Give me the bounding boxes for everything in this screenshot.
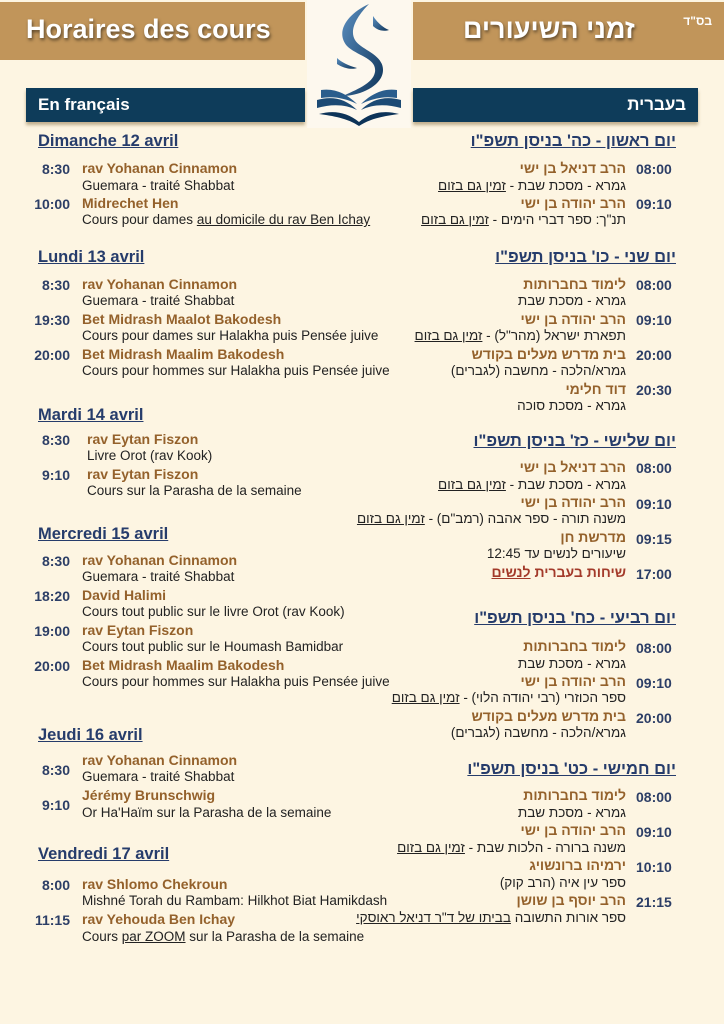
course-teacher-text: שיחות בעברית xyxy=(530,564,626,580)
course-description: Guemara - traité Shabbat xyxy=(82,178,235,193)
course-teacher: הרב יהודה בן ישי xyxy=(520,195,626,211)
day-heading-fr: Jeudi 16 avril xyxy=(38,726,143,744)
course-description: ספר עין איה (הרב קוק) xyxy=(499,875,626,890)
course-time: 20:00 xyxy=(34,347,70,363)
course-time: 08:00 xyxy=(636,789,672,805)
course-description-text: גמרא - מסכת שבת - xyxy=(505,178,626,193)
course-description: Cours sur la Parasha de la semaine xyxy=(87,483,302,498)
course-time: 10:00 xyxy=(34,196,70,212)
course-time: 8:30 xyxy=(41,277,70,293)
course-description-text: sur la Parasha de la semaine xyxy=(185,929,365,944)
course-description xyxy=(356,910,626,925)
course-description xyxy=(415,328,626,343)
course-time: 17:00 xyxy=(636,566,672,582)
women-link[interactable]: לנשים xyxy=(491,564,531,580)
course-teacher: Bet Midrash Maalot Bakodesh xyxy=(82,311,282,327)
course-description-text: גמרא - מסכת שבת - xyxy=(505,477,626,492)
location-link[interactable]: בביתו של ד"ר דניאל ראוסקי xyxy=(356,910,511,925)
day-heading-fr: Mardi 14 avril xyxy=(38,406,144,424)
course-description xyxy=(82,929,364,944)
zoom-available-link[interactable]: זמין גם בזום xyxy=(438,178,506,193)
course-time: 09:10 xyxy=(636,196,672,212)
day-heading-he: יום שני - כו' בניסן תשפ"ו xyxy=(495,248,676,266)
course-time: 8:30 xyxy=(41,161,70,177)
day-heading-fr: Vendredi 17 avril xyxy=(38,845,170,863)
day-heading-he: יום שלישי - כז' בניסן תשפ"ו xyxy=(473,432,676,450)
zoom-available-link[interactable]: זמין גם בזום xyxy=(421,212,489,227)
course-description xyxy=(438,178,626,193)
course-time: 10:10 xyxy=(636,859,672,875)
course-description-text: משנה תורה - ספר אהבה (רמב"ם) - xyxy=(424,511,626,526)
day-heading-fr: Lundi 13 avril xyxy=(38,248,145,266)
course-description: שיעורים לנשים עד 12:45 xyxy=(486,546,626,561)
course-description-text: ספר אורות התשובה xyxy=(510,910,626,925)
course-description: גמרא - מסכת סוכה xyxy=(517,398,626,413)
course-description: גמרא - מסכת שבת xyxy=(517,293,626,308)
bsd-mark: בס"ד xyxy=(683,14,712,28)
course-time: 20:00 xyxy=(636,347,672,363)
course-teacher: rav Yohanan Cinnamon xyxy=(82,752,238,768)
course-teacher: הרב דניאל בן ישי xyxy=(519,160,626,176)
course-teacher: מדרשת חן xyxy=(560,529,626,545)
zoom-available-link[interactable]: זמין גם בזום xyxy=(438,477,506,492)
course-time: 21:15 xyxy=(636,894,672,910)
course-description xyxy=(392,690,626,705)
day-heading-he: יום רביעי - כח' בניסן תשפ"ו xyxy=(474,609,676,627)
open-book-shin-logo-icon xyxy=(307,0,411,128)
section-label-french: En français xyxy=(38,95,130,114)
course-teacher: הרב יהודה בן ישי xyxy=(520,822,626,838)
course-description: Cours tout public sur le livre Orot (rav Kook) xyxy=(82,604,345,619)
course-teacher: בית מדרש מעלים בקודש xyxy=(471,708,626,724)
course-teacher: rav Yohanan Cinnamon xyxy=(82,160,238,176)
course-teacher: rav Eytan Fiszon xyxy=(87,466,199,482)
course-description: Cours pour dames sur Halakha puis Pensée juive xyxy=(82,328,379,343)
course-time: 8:30 xyxy=(41,553,70,569)
course-description: גמרא/הלכה - מחשבה (לגברים) xyxy=(450,725,626,740)
course-time: 08:00 xyxy=(636,640,672,656)
course-teacher: David Halimi xyxy=(82,587,167,603)
course-time: 08:00 xyxy=(636,161,672,177)
course-description: Guemara - traité Shabbat xyxy=(82,769,235,784)
header-banner-fr xyxy=(0,2,305,60)
course-description-text: תפארת ישראל (מהר"ל) - xyxy=(482,328,626,343)
course-teacher: rav Yehouda Ben Ichay xyxy=(82,911,236,927)
course-teacher: הרב יוסף בן שושן xyxy=(516,892,626,908)
zoom-available-link[interactable]: זמין גם בזום xyxy=(397,840,465,855)
day-heading-he: יום חמישי - כט' בניסן תשפ"ו xyxy=(467,760,676,778)
course-time: 19:30 xyxy=(34,312,70,328)
course-teacher: הרב יהודה בן ישי xyxy=(520,311,626,327)
course-teacher xyxy=(492,564,627,580)
course-time: 09:10 xyxy=(636,496,672,512)
course-time: 20:00 xyxy=(34,658,70,674)
course-time: 20:00 xyxy=(636,710,672,726)
course-time: 11:15 xyxy=(34,912,70,928)
zoom-available-link[interactable]: זמין גם בזום xyxy=(391,690,460,705)
course-teacher: Jérémy Brunschwig xyxy=(82,787,216,803)
day-heading-fr: Dimanche 12 avril xyxy=(38,132,179,150)
course-description-text: Cours pour dames xyxy=(82,212,197,227)
course-description: Guemara - traité Shabbat xyxy=(82,569,235,584)
course-teacher: בית מדרש מעלים בקודש xyxy=(471,346,626,362)
course-time: 09:15 xyxy=(636,531,672,547)
course-time: 09:10 xyxy=(636,675,672,691)
course-description xyxy=(421,212,626,227)
logo xyxy=(307,0,411,128)
course-description-text: תנ"ך: ספר דברי הימים - xyxy=(488,212,626,227)
course-time: 08:00 xyxy=(636,460,672,476)
course-time: 20:30 xyxy=(636,382,672,398)
course-time: 08:00 xyxy=(636,277,672,293)
course-teacher: Midrechet Hen xyxy=(82,195,179,211)
course-description: גמרא - מסכת שבת xyxy=(517,805,626,820)
course-teacher: rav Eytan Fiszon xyxy=(82,622,194,638)
course-time: 8:30 xyxy=(41,762,70,778)
course-description-text: ספר הכוזרי (רבי יהודה הלוי) - xyxy=(459,690,626,705)
course-time: 18:20 xyxy=(34,588,70,604)
header-banner-he xyxy=(413,2,724,60)
course-description: Cours pour hommes sur Halakha puis Pensée juive xyxy=(82,674,390,689)
zoom-link[interactable]: par ZOOM xyxy=(121,929,186,944)
course-time: 8:30 xyxy=(41,432,70,448)
page-title-fr: Horaires des cours xyxy=(26,14,271,44)
course-teacher: הרב דניאל בן ישי xyxy=(519,459,626,475)
course-description: Cours pour hommes sur Halakha puis Pensée juive xyxy=(82,363,390,378)
course-description: Or Ha'Haïm sur la Parasha de la semaine xyxy=(82,805,332,820)
course-time: 19:00 xyxy=(34,623,70,639)
course-description: גמרא/הלכה - מחשבה (לגברים) xyxy=(450,363,626,378)
course-description: גמרא - מסכת שבת xyxy=(517,656,626,671)
course-time: 9:10 xyxy=(41,467,70,483)
course-description xyxy=(397,840,626,855)
course-teacher: לימוד בחברותות xyxy=(523,276,626,292)
course-description-text: Cours xyxy=(82,929,122,944)
course-time: 8:00 xyxy=(41,877,70,893)
course-description: Guemara - traité Shabbat xyxy=(82,293,235,308)
course-teacher: rav Yohanan Cinnamon xyxy=(82,276,238,292)
day-heading-fr: Mercredi 15 avril xyxy=(38,525,169,543)
course-teacher: rav Yohanan Cinnamon xyxy=(82,552,238,568)
course-teacher: הרב יהודה בן ישי xyxy=(520,673,626,689)
course-teacher: rav Shlomo Chekroun xyxy=(82,876,228,892)
course-teacher: לימוד בחברותות xyxy=(523,638,626,654)
course-teacher: הרב יהודה בן ישי xyxy=(520,494,626,510)
section-label-hebrew: בעברית xyxy=(627,95,686,114)
page-title-he: זמני השיעורים xyxy=(463,14,635,44)
course-description-text: משנה ברורה - הלכות שבת - xyxy=(464,840,626,855)
day-heading-he: יום ראשון - כה' בניסן תשפ"ו xyxy=(470,132,676,150)
course-description: Livre Orot (rav Kook) xyxy=(87,448,213,463)
course-teacher: ירמיהו ברונשויג xyxy=(529,857,626,873)
course-teacher: לימוד בחברותות xyxy=(523,787,626,803)
course-description: Cours tout public sur le Houmash Bamidbar xyxy=(82,639,344,654)
zoom-available-link[interactable]: זמין גם בזום xyxy=(356,511,425,526)
section-hebrew xyxy=(413,88,698,122)
course-description xyxy=(82,212,370,227)
course-time: 09:10 xyxy=(636,824,672,840)
section-french xyxy=(26,88,305,122)
course-time: 9:10 xyxy=(41,797,70,813)
course-teacher: Bet Midrash Maalim Bakodesh xyxy=(82,657,285,673)
course-teacher: דוד חלימי xyxy=(565,381,626,397)
zoom-available-link[interactable]: זמין גם בזום xyxy=(414,328,483,343)
location-link[interactable]: au domicile du rav Ben Ichay xyxy=(196,212,371,227)
course-description xyxy=(357,511,626,526)
course-teacher: Bet Midrash Maalim Bakodesh xyxy=(82,346,285,362)
course-description xyxy=(438,477,626,492)
course-time: 09:10 xyxy=(636,312,672,328)
course-teacher: rav Eytan Fiszon xyxy=(87,431,199,447)
course-description: Mishné Torah du Rambam: Hilkhot Biat Hamikdash xyxy=(82,893,388,908)
